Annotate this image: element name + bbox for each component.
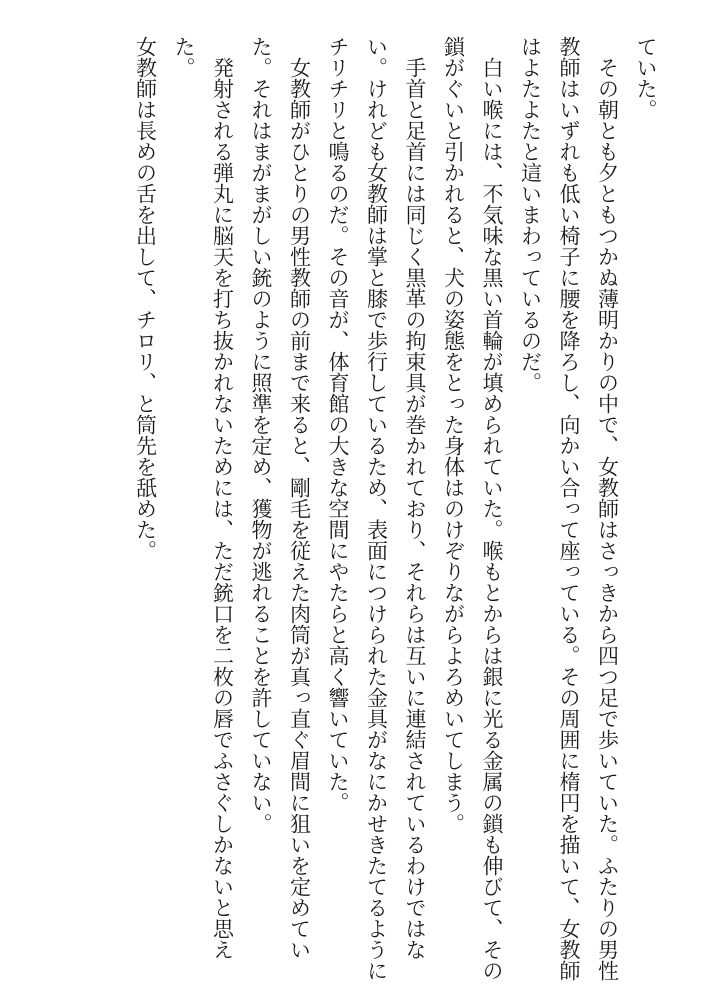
paragraph: 女教師がひとりの男性教師の前まで来ると、剛毛を従えた肉筒が真っ直ぐ眉間に狙いを定めていた。それはまがまがしい銃のように照準を定め、獲物が逃れることを許していない。 — [249, 36, 312, 960]
paragraph: 白い喉には、不気味な黒い首輪が填められていた。喉もとからは銀に光る金属の鎖も伸びて、その鎖がぐいと引かれると、犬の姿態をとった身体はのけぞりながらよろめいてしまう。 — [441, 36, 504, 981]
paragraph: ていた。 — [634, 36, 658, 120]
paragraph: 発射される弾丸に脳天を打ち抜かれないためには、ただ銃口を二枚の唇でふさぐしかないと思えた。 — [172, 36, 235, 960]
paragraph: その朝とも夕ともつかぬ薄明かりの中で、女教師はさっきから四つ足で歩いていた。ふたりの男性教師はいずれも低い椅子に腰を降ろし、向かい合って座っている。その周囲に楕円を描いて、女教師はよたよたと這いまわっているのだ。 — [518, 36, 620, 981]
paragraph: 手首と足首には同じく黒革の拘束具が巻かれており、それらは互いに連結されているわけではない。けれども女教師は掌と膝で歩行しているため、表面につけられた金具がなにかせきたてるようにチリチリと鳴るのだ。その音が、体育館の大きな空間にやたらと高く響いていた。 — [326, 36, 427, 981]
vertical-text-body — [35, 36, 665, 986]
paragraph: 女教師は長めの舌を出して、チロリ、と筒先を舐めた。 — [133, 36, 158, 561]
